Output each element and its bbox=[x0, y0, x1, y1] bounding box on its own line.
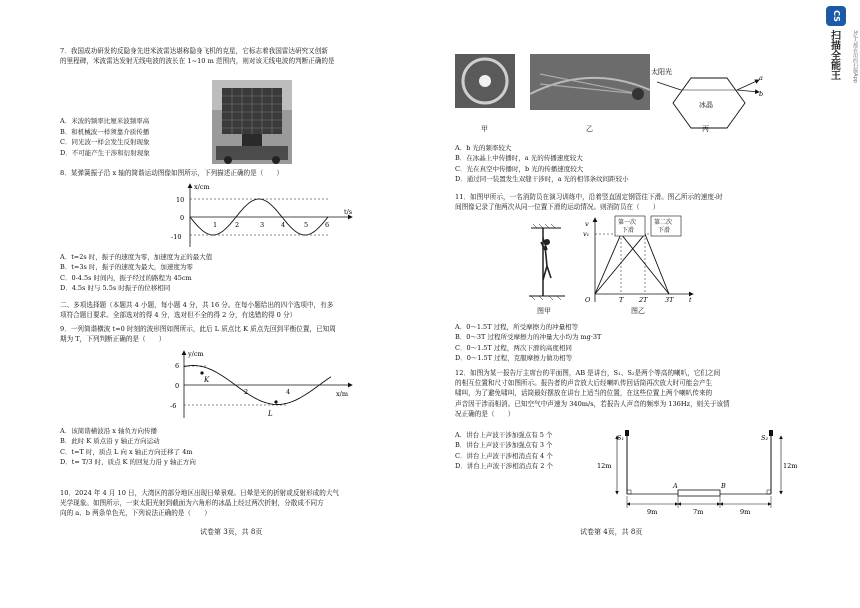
page-footer-3: 试卷第 3页，共 8页 bbox=[200, 528, 263, 536]
q8-option-c: C．0-4.5s 时间内，振子经过的路程为 45cm bbox=[60, 273, 192, 282]
q8-xtick-2: 2 bbox=[235, 221, 240, 229]
section-2-line1: 二、多项选择题（本题共 4 小题，每小题 4 分，共 16 分。在每小题给出的四个选项中，有多 bbox=[60, 301, 334, 309]
q9-wave-graph bbox=[168, 348, 358, 420]
q10-option-c: C．光在真空中传播时，b 光的传播速度较大 bbox=[455, 164, 584, 173]
q11-second-label-1: 第二次 bbox=[654, 219, 673, 226]
q8-option-a: A．t=2s 时，振子的速度为零，加速度为正的最大值 bbox=[60, 253, 213, 261]
q9-option-a: A．该简谐横波沿 x 轴负方向传播 bbox=[60, 427, 157, 435]
q11-stem-line1: 11．如图甲所示，一名消防员在演习训练中，沿着竖直固定钢管往下滑。图乙所示的速度-时 bbox=[455, 193, 723, 201]
q9-stem-line2: 期为 T，下列判断正确的是（ ） bbox=[60, 335, 166, 344]
q7-option-d: D．不可能产生干涉和衍射现象 bbox=[60, 148, 150, 157]
speaker-s1-label: S₁ bbox=[617, 434, 625, 442]
halo-photo-b bbox=[530, 54, 650, 110]
q7-stem-line1: 7．我国成功研发的反隐身先进米波雷达堪称隐身飞机的克星，它标志着我国雷达研究又创新 bbox=[60, 47, 328, 55]
q12-stem-line1: 12．如图为某一报告厅主席台的平面图，AB 是讲台，S₁、S₂是两个等高的喇叭，它们之间 bbox=[455, 369, 721, 377]
q12-option-c: C．讲台上声波干涉相消点有 4 个 bbox=[455, 451, 553, 460]
q11-2t-tick: 2T bbox=[639, 296, 648, 304]
q9-ylabel: y/cm bbox=[188, 350, 204, 358]
q12-option-d: D．讲台上声波干涉相消点有 2 个 bbox=[455, 462, 553, 471]
q8-stem: 8．某弹簧振子沿 x 轴的简谐运动图像如图所示，下列描述正确的是（ ） bbox=[60, 169, 284, 177]
q9-label-l: L bbox=[268, 410, 273, 418]
q11-caption-yi: 图乙 bbox=[631, 307, 645, 315]
speaker-s2-label: S₂ bbox=[761, 434, 769, 442]
q9-stem-line1: 9．一列简谐横波 t=0 时刻的波形图如图所示，此后 L 质点比 K 质点先回到平衡位置，已知周 bbox=[60, 325, 336, 333]
dist-9m-left: 9m bbox=[647, 508, 658, 516]
q8-option-b: B．t=3s 时，振子的速度为最大，加速度为零 bbox=[60, 263, 193, 272]
camscanner-logo: CS bbox=[826, 6, 846, 26]
q7-option-a: A．米波的频率比厘米波频率高 bbox=[60, 117, 150, 126]
section-2-line2: 项符合题目要求。全部选对的得 4 分，选对但不全的得 2 分，有选错的得 0 分） bbox=[60, 311, 297, 320]
q10-stem-line1: 10．2024 年 4 月 10 日，大湾区的部分地区出现日晕景观。日晕是光的折射或反射形成的大气 bbox=[60, 489, 340, 497]
fig-label-yi: 乙 bbox=[586, 125, 593, 133]
q8-oscillation-graph bbox=[168, 181, 358, 251]
ray-b-label: b bbox=[759, 90, 764, 98]
q8-xtick-6: 6 bbox=[325, 221, 330, 229]
halo-photo-a bbox=[455, 54, 515, 108]
q12-stem-line4: 声音因干涉而相消。已知空气中声速为 340m/s，若报告人声音的频率为 136Hz，则关于该情 bbox=[455, 399, 730, 408]
page-footer-4: 试卷第 4页，共 8页 bbox=[580, 528, 643, 536]
q9-label-k: K bbox=[204, 376, 210, 384]
camscanner-tagline: 3亿人都在用的扫描App bbox=[852, 30, 858, 83]
q11-option-c: C．0～1.5T 过程，两次下滑的高度相同 bbox=[455, 343, 572, 352]
q11-second-descent-line bbox=[595, 234, 669, 294]
firefighter-figure bbox=[521, 220, 571, 310]
q8-xtick-1: 1 bbox=[213, 221, 218, 229]
q8-option-d: D．4.5s 时与 5.5s 时振子的位移相同 bbox=[60, 284, 171, 293]
q8-xtick-4: 4 bbox=[281, 221, 286, 229]
crystal-label: 冰晶 bbox=[699, 101, 713, 109]
q12-options bbox=[455, 430, 615, 472]
q12-stem-line5: 况正确的是（ ） bbox=[455, 409, 515, 418]
question-8 bbox=[60, 168, 405, 178]
q11-first-descent-line bbox=[595, 234, 669, 294]
q11-t-tick: T bbox=[619, 296, 624, 304]
left-page bbox=[60, 0, 405, 608]
q9-xtick-4: 4 bbox=[286, 388, 291, 396]
scanner-watermark bbox=[826, 6, 858, 116]
fig-label-jia: 甲 bbox=[481, 125, 488, 133]
lectern-ab bbox=[678, 490, 720, 496]
point-a-label: A bbox=[673, 482, 678, 490]
q9-ytick-0: 0 bbox=[175, 382, 180, 390]
q10-option-b: B．在冰晶上中传播时，a 光的传播速度较大 bbox=[455, 154, 583, 163]
q8-xtick-5: 5 bbox=[304, 221, 309, 229]
question-12 bbox=[455, 368, 800, 419]
q12-stage-diagram bbox=[595, 426, 798, 516]
q8-xlabel: t/s bbox=[344, 208, 353, 216]
question-11 bbox=[455, 192, 800, 212]
q11-caption-jia: 图甲 bbox=[537, 307, 551, 315]
q8-options bbox=[60, 252, 405, 294]
q11-stem-line2: 间图像记录了他两次从同一位置下滑的运动情况。则消防员在（ ） bbox=[455, 203, 660, 212]
right-page bbox=[455, 0, 800, 608]
q11-v1-label: v₁ bbox=[583, 230, 590, 238]
q11-option-d: D．0～1.5T 过程，克服摩擦力做功相等 bbox=[455, 354, 573, 363]
q9-xlabel: x/m bbox=[336, 390, 349, 398]
section-2-header bbox=[60, 300, 405, 320]
q11-vt-graph bbox=[581, 214, 699, 306]
q9-option-c: C．t=T 时，质点 L 向 x 轴正方向迁移了 4m bbox=[60, 447, 193, 456]
q9-option-b: B．此时 K 质点沿 y 轴正方向运动 bbox=[60, 437, 160, 446]
fig-label-bing: 丙 bbox=[702, 125, 709, 133]
q11-3t-tick: 3T bbox=[665, 296, 674, 304]
q8-ytick-0: 0 bbox=[180, 214, 185, 222]
q11-origin-label: O bbox=[585, 296, 591, 304]
q12-option-a: A．讲台上声波干涉加强点有 5 个 bbox=[455, 431, 553, 439]
ray-a-label: a bbox=[759, 74, 763, 82]
q11-option-a: A．0～1.5T 过程，所受摩擦力的冲量相等 bbox=[455, 323, 579, 331]
q8-ytick-neg10: -10 bbox=[171, 233, 182, 241]
q12-stem-line3: 啸叫，为了避免啸叫，话筒最好摆放在讲台上适当的位置，在这些位置上两个喇叭传来的 bbox=[455, 389, 713, 398]
q11-t-axis-label: t bbox=[689, 296, 692, 304]
q10-options bbox=[455, 143, 800, 185]
q9-xtick-2: 2 bbox=[244, 388, 249, 396]
q11-v-label: v bbox=[585, 220, 589, 228]
q11-first-label-2: 下滑 bbox=[622, 227, 635, 234]
q11-second-label-2: 下滑 bbox=[658, 227, 671, 234]
q11-first-label-1: 第一次 bbox=[618, 219, 637, 226]
q8-ytick-10: 10 bbox=[176, 196, 185, 204]
radar-photo bbox=[212, 80, 292, 164]
q9-option-d: D．t= T/3 时，质点 K 的回复力沿 y 轴正方向 bbox=[60, 458, 196, 467]
q7-option-c: C．同光波一样会发生反射现象 bbox=[60, 138, 150, 147]
q11-option-b: B．0～3T 过程所受摩擦力的冲量大小均为 mg·3T bbox=[455, 333, 602, 342]
q7-stem-line2: 的里程碑，米波雷达发射无线电波的波长在 1~10 m 范围内，则对该无线电波的判断正确的是 bbox=[60, 57, 335, 66]
q9-point-k bbox=[200, 371, 203, 374]
sunlight-label: 太阳光 bbox=[651, 68, 672, 76]
question-10 bbox=[60, 488, 405, 519]
q9-ytick-neg6: -6 bbox=[170, 402, 177, 410]
q9-ytick-6: 6 bbox=[175, 362, 180, 370]
height-right-label: 12m bbox=[783, 462, 798, 470]
q9-options bbox=[60, 426, 405, 468]
dist-9m-right: 9m bbox=[740, 508, 751, 516]
q8-ylabel: x/cm bbox=[194, 183, 210, 191]
height-left-label: 12m bbox=[597, 462, 612, 470]
q10-stem-line2: 光学现象。如图所示，一束太阳光射到截面为六角形的冰晶上经过两次折射，分散成不同方 bbox=[60, 499, 324, 508]
q10-option-d: D．通过同一装置发生双缝干涉时，a 光的相邻条纹间距较小 bbox=[455, 175, 629, 184]
q7-option-b: B．和机械波一样须靠介质传播 bbox=[60, 127, 150, 136]
question-9 bbox=[60, 324, 405, 344]
q8-xtick-3: 3 bbox=[260, 221, 265, 229]
camscanner-name: 扫描全能王 bbox=[828, 30, 840, 80]
point-b-label: B bbox=[721, 482, 726, 490]
q12-option-b: B．讲台上声波干涉加强点有 3 个 bbox=[455, 441, 553, 450]
q9-point-l bbox=[274, 400, 277, 403]
q11-options bbox=[455, 322, 800, 364]
q10-option-a: A．b 光的频率较大 bbox=[455, 144, 512, 152]
q10-stem-line3: 向的 a、b 两条单色光，下列说法正确的是（ ） bbox=[60, 509, 211, 518]
q12-stem-line2: 的相互位置和尺寸如图所示。报告者的声音放大后经喇叭传回话筒再次放大时可能会产生 bbox=[455, 379, 713, 388]
dist-7m: 7m bbox=[693, 508, 704, 516]
